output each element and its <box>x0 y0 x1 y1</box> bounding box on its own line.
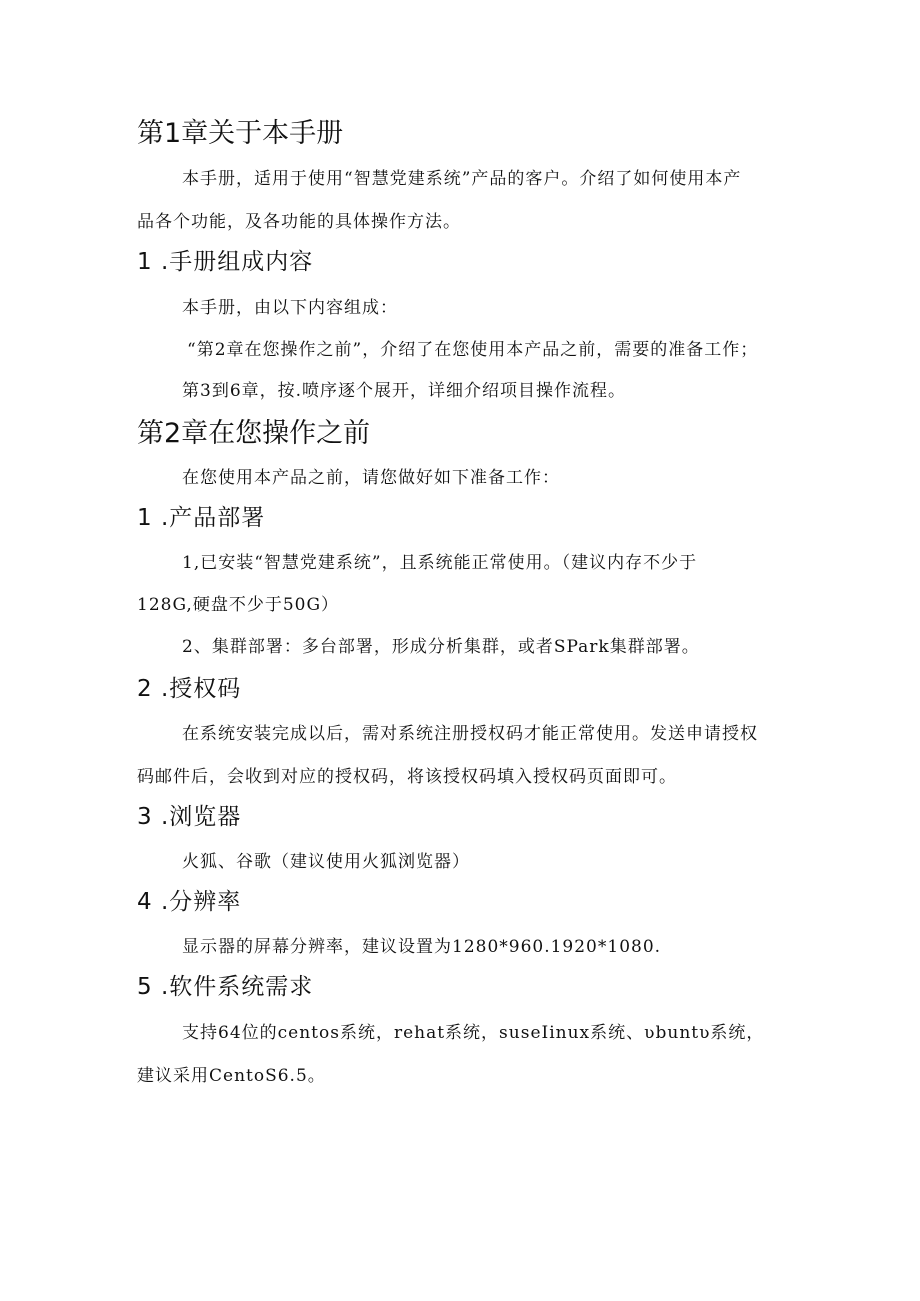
section-deployment-line-1: 1,已安装“智慧党建系统”，且系统能正常使用。（建议内存不少于 <box>182 553 698 573</box>
section-license-title: 2 .授权码 <box>137 676 242 702</box>
chapter-1-intro-line-1: 本手册，适用于使用“智慧党建系统”产品的客户。介绍了如何使用本产 <box>182 169 742 189</box>
section-software-title: 5 .软件系统需求 <box>137 974 314 1000</box>
section-manual-contents-title: 1 .手册组成内容 <box>137 249 314 275</box>
section-manual-contents-p1: 本手册，由以下内容组成： <box>182 298 398 318</box>
chapter-1-title: 第1章关于本手册 <box>137 118 344 149</box>
chapter-1-intro-line-2: 品各个功能，及各功能的具体操作方法。 <box>137 212 461 232</box>
section-license-line-1: 在系统安装完成以后，需对系统注册授权码才能正常使用。发送申请授权 <box>182 724 758 744</box>
section-deployment-line-2: 128G,硬盘不少于50G） <box>137 595 340 615</box>
section-resolution-line-1: 显示器的屏幕分辨率，建议设置为1280*960.1920*1080. <box>182 937 662 957</box>
section-resolution-title: 4 .分辨率 <box>137 889 242 915</box>
section-manual-contents-p3: 第3到6章，按.喷序逐个展开，详细介绍项目操作流程。 <box>182 381 627 401</box>
section-software-line-1: 支持64位的centos系统，rehat系统，suseIinux系统、ʋbuntʋ系统， <box>182 1023 765 1043</box>
chapter-2-title: 第2章在您操作之前 <box>137 418 371 449</box>
chapter-2-intro: 在您使用本产品之前，请您做好如下准备工作： <box>182 468 560 488</box>
section-deployment-title: 1 .产品部署 <box>137 505 266 531</box>
section-browser-title: 3 .浏览器 <box>137 804 242 830</box>
section-license-line-2: 码邮件后，会收到对应的授权码，将该授权码填入授权码页面即可。 <box>137 767 677 787</box>
section-browser-line-1: 火狐、谷歌（建议使用火狐浏览器） <box>182 852 470 872</box>
section-deployment-line-3: 2、集群部署：多台部署，形成分析集群，或者SPark集群部署。 <box>182 637 700 657</box>
section-manual-contents-p2: “第2章在您操作之前”，介绍了在您使用本产品之前，需要的准备工作； <box>187 340 759 360</box>
section-software-line-2: 建议采用CentoS6.5。 <box>137 1066 326 1086</box>
